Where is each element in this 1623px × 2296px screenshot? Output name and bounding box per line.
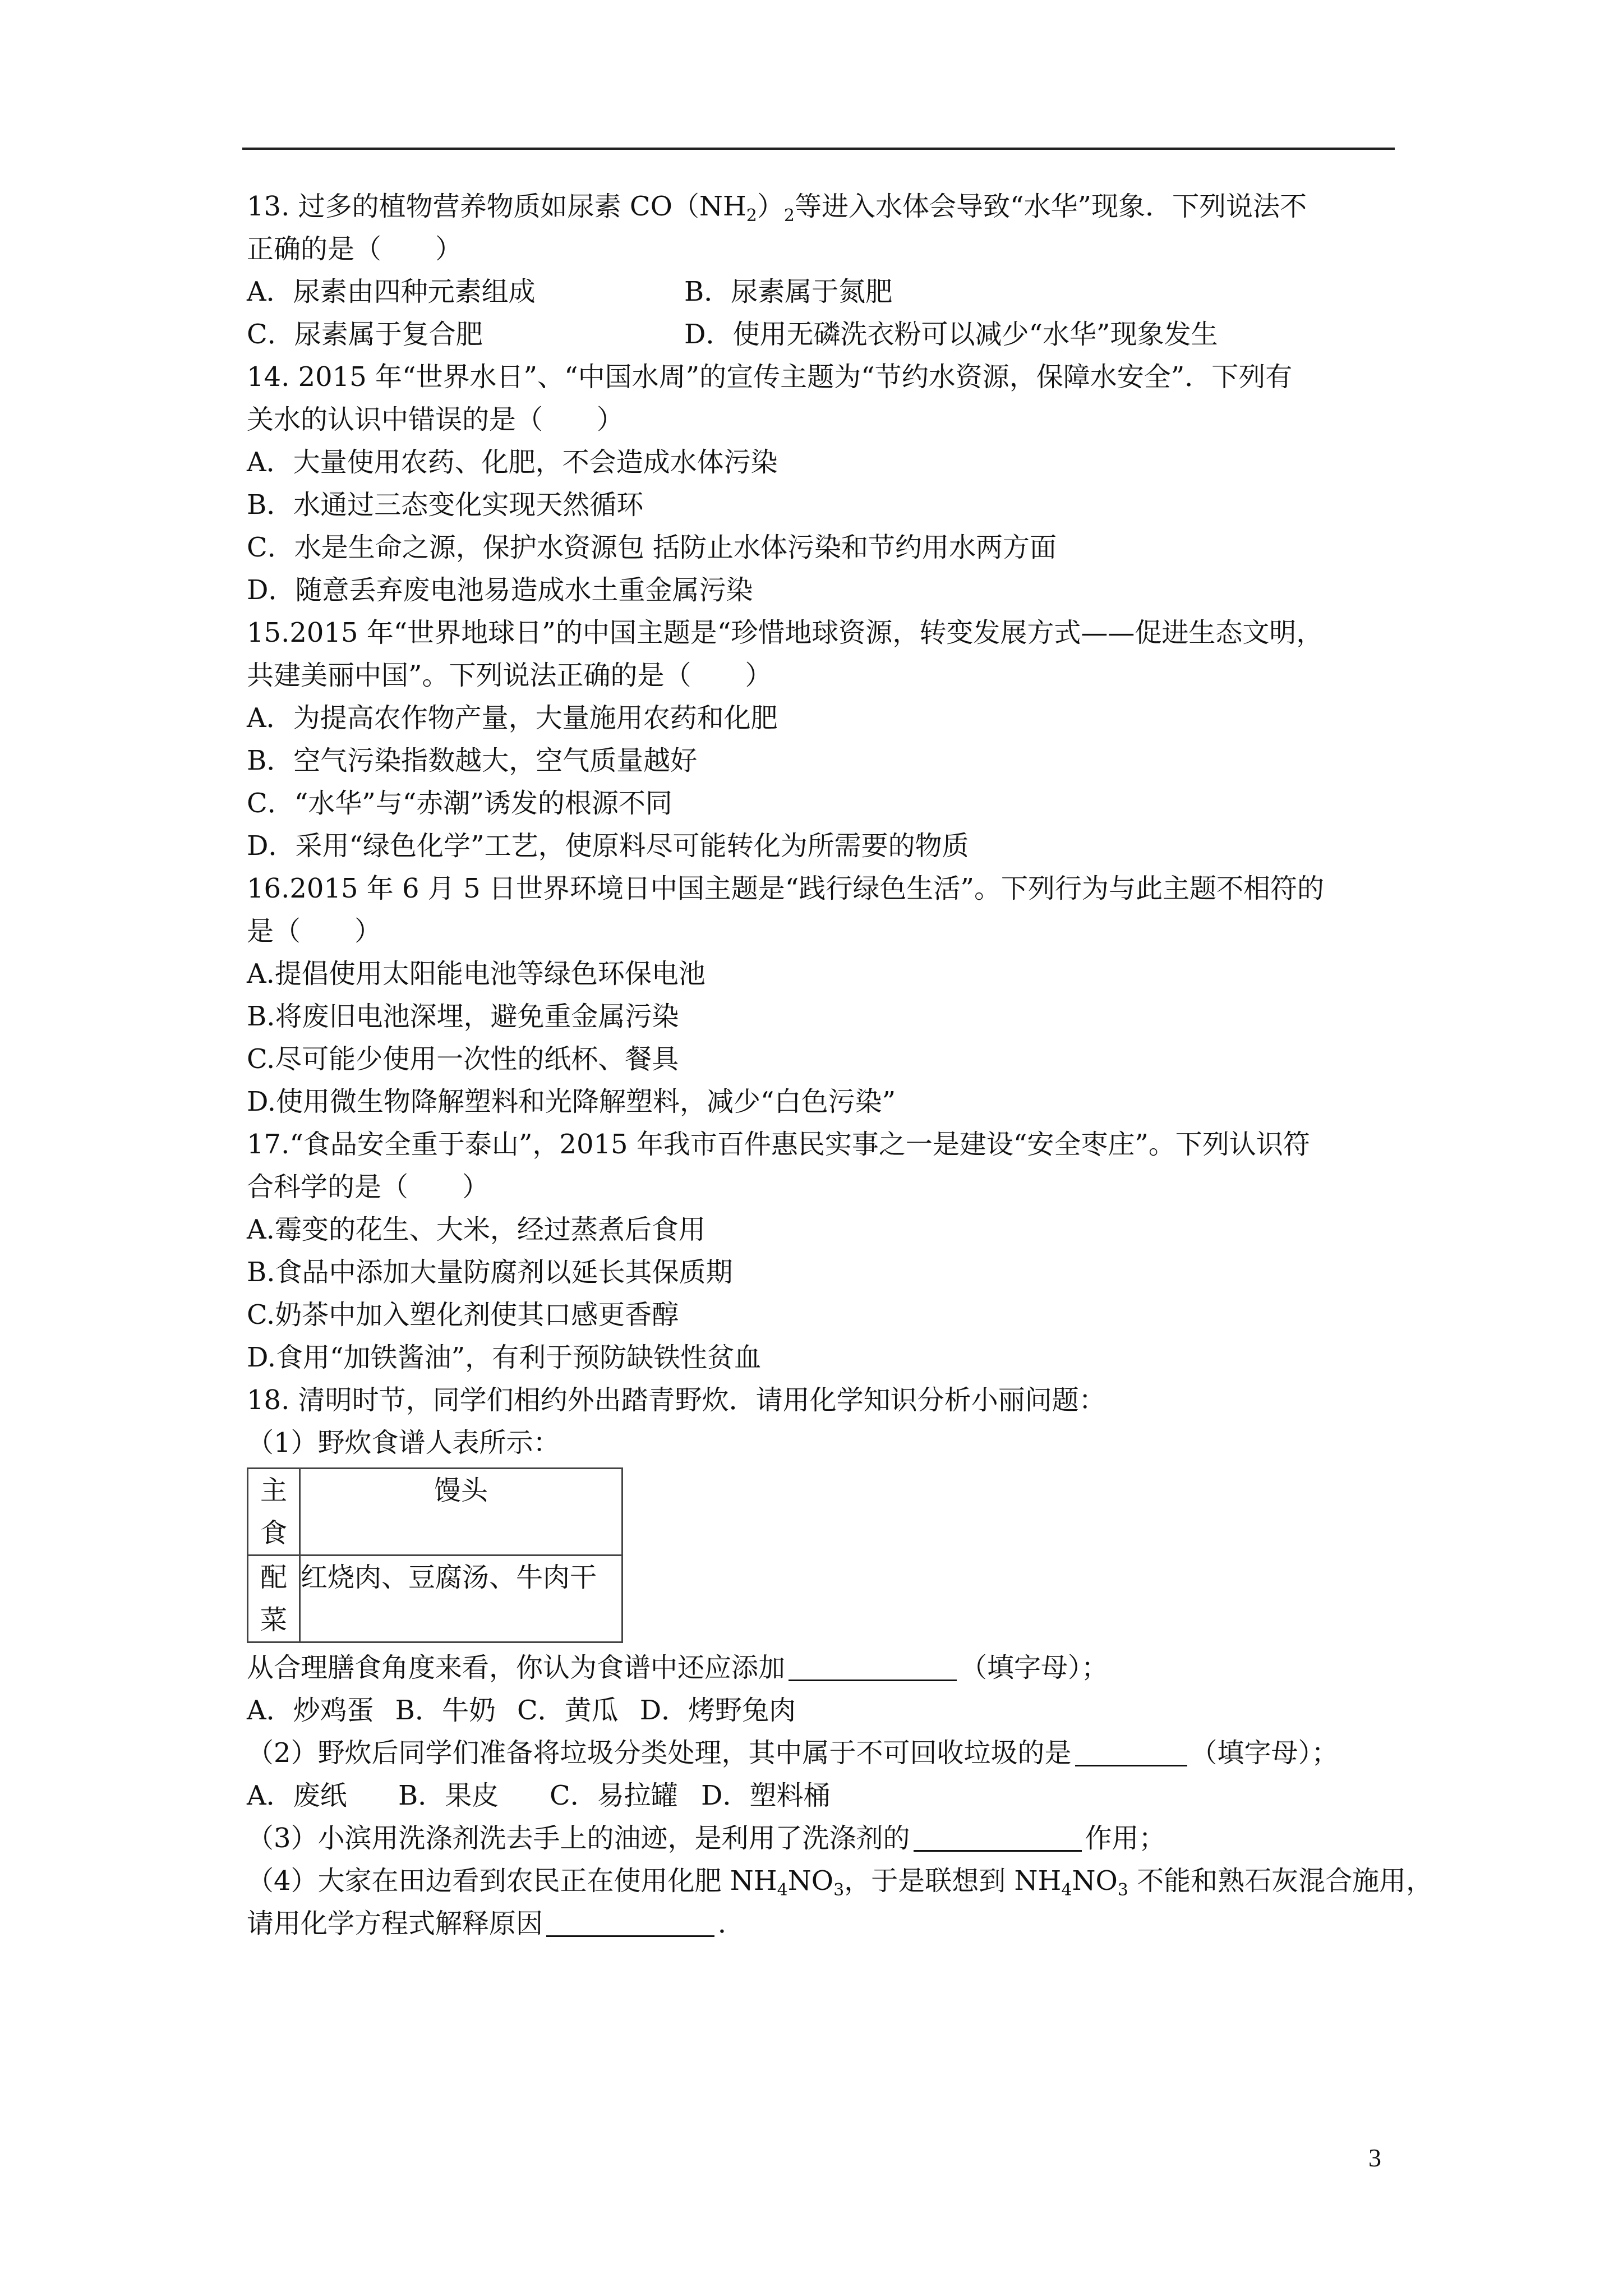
menu-label-main: 主 食 — [248, 1469, 300, 1556]
option-b: B．空气污染指数越大，空气质量越好 — [247, 745, 698, 776]
option-a: A．为提高农作物产量，大量施用农药和化肥 — [247, 702, 778, 734]
question-14-stem-cont: 关水的认识中错误的是（ ） — [247, 404, 624, 435]
header-rule — [242, 148, 1395, 150]
option-c: C．尿素属于复合肥 — [247, 319, 483, 350]
answer-blank-1[interactable] — [789, 1650, 957, 1681]
option-a: A．废纸 — [247, 1780, 347, 1811]
option-d: D．随意丢弃废电池易造成水土重金属污染 — [247, 574, 753, 606]
option-d: D．烤野兔肉 — [639, 1695, 796, 1726]
option-d: D.使用微生物降解塑料和光降解塑料，减少“白色污染” — [247, 1086, 896, 1117]
option-b: B．牛奶 — [395, 1695, 496, 1726]
option-c: C．易拉罐 — [550, 1780, 678, 1811]
question-18-part2-options — [247, 1774, 1399, 1817]
question-17 — [247, 1123, 1399, 1379]
question-13-stem-cont: 正确的是（ ） — [247, 233, 463, 265]
question-15 — [247, 611, 1399, 867]
option-b: B．果皮 — [398, 1780, 499, 1811]
option-c: C．水是生命之源，保护水资源包 括防止水体污染和节约用水两方面 — [247, 532, 1057, 563]
question-17-stem-cont: 合科学的是（ ） — [247, 1171, 490, 1203]
option-c: C．黄瓜 — [517, 1695, 619, 1726]
menu-label-side: 配 菜 — [248, 1556, 300, 1642]
question-18-part1-prompt: 从合理膳食角度来看，你认为食谱中还应添加 （填字母）； — [247, 1646, 1399, 1689]
question-18-part1: （1）野炊食谱人表所示： — [247, 1427, 560, 1458]
option-b: B.食品中添加大量防腐剂以延长其保质期 — [247, 1257, 733, 1288]
question-content — [247, 185, 1433, 1945]
option-d: D．使用无磷洗衣粉可以减少“水华”现象发生 — [684, 319, 1218, 350]
option-a: A．炒鸡蛋 — [247, 1695, 374, 1726]
option-a: A.霉变的花生、大米，经过蒸煮后食用 — [247, 1214, 706, 1245]
question-18 — [247, 1379, 1433, 1945]
question-14 — [247, 356, 1399, 611]
option-d: D．采用“绿色化学”工艺，使原料尽可能转化为所需要的物质 — [247, 830, 969, 862]
question-15-stem-cont: 共建美丽中国”。下列说法正确的是（ ） — [247, 660, 772, 691]
option-c: C.尽可能少使用一次性的纸杯、餐具 — [247, 1043, 679, 1075]
option-c: C．“水华”与“赤潮”诱发的根源不同 — [247, 788, 672, 819]
menu-table — [247, 1467, 623, 1643]
question-18-part3-prompt: （3）小滨用洗涤剂洗去手上的油迹，是利用了洗涤剂的 作用； — [247, 1817, 1399, 1860]
option-a: A．大量使用农药、化肥，不会造成水体污染 — [247, 447, 778, 478]
question-13-stem: 13. 过多的植物营养物质如尿素 $CO(NH_2)_2$等进入水体会导致“水华”现象．下列说法不 — [247, 191, 1307, 226]
option-a: A.提倡使用太阳能电池等绿色环保电池 — [247, 958, 706, 990]
option-b: B．水通过三态变化实现天然循环 — [247, 489, 644, 521]
question-16-stem-cont: 是（ ） — [247, 915, 382, 947]
question-13-options-row1 — [247, 270, 1399, 313]
question-15-stem: 15.2015 年“世界地球日”的中国主题是“珍惜地球资源，转变发展方式——促进生态文明， — [247, 617, 1324, 648]
option-a: A．尿素由四种元素组成 — [247, 276, 536, 307]
question-16 — [247, 867, 1399, 1123]
option-c: C.奶茶中加入塑化剂使其口感更香醇 — [247, 1299, 679, 1331]
menu-row-side — [248, 1556, 623, 1642]
option-b: B．尿素属于氮肥 — [684, 276, 893, 307]
menu-value-side: 红烧肉、豆腐汤、牛肉干 — [300, 1556, 623, 1642]
question-16-stem: 16.2015 年 6 月 5 日世界环境日中国主题是“践行绿色生活”。下列行为与此主题不相符的 — [247, 873, 1324, 904]
question-17-stem: 17.“食品安全重于泰山”，2015 年我市百件惠民实事之一是建设“安全枣庄”。下列认识符 — [247, 1129, 1310, 1160]
menu-row-main — [248, 1469, 623, 1556]
menu-value-main: 馒头 — [300, 1469, 623, 1556]
option-d: D.食用“加铁酱油”，有利于预防缺铁性贫血 — [247, 1342, 762, 1373]
question-18-part1-options — [247, 1689, 1399, 1732]
option-b: B.将废旧电池深埋，避免重金属污染 — [247, 1001, 679, 1032]
question-18-part2-prompt: （2）野炊后同学们准备将垃圾分类处理，其中属于不可回收垃圾的是 （填字母）； — [247, 1732, 1399, 1774]
question-18-part4-prompt-cont: 请用化学方程式解释原因 ． — [247, 1902, 1399, 1945]
option-d: D．塑料桶 — [701, 1780, 831, 1811]
answer-blank-3[interactable] — [914, 1821, 1082, 1852]
question-13-options-row2 — [247, 313, 1399, 356]
answer-blank-2[interactable] — [1075, 1736, 1187, 1766]
question-14-stem: 14. 2015 年“世界水日”、“中国水周”的宣传主题为“节约水资源，保障水安全”．下列有 — [247, 361, 1293, 393]
question-13 — [247, 185, 1399, 356]
page-number: 3 — [1368, 2143, 1381, 2172]
question-18-part4-prompt: （4）大家在田边看到农民正在使用化肥 $NH_4NO_3$，于是联想到 $NH_4NO_3$ 不能和熟石灰混合施用， — [247, 1865, 1433, 1900]
answer-blank-4[interactable] — [546, 1906, 714, 1937]
question-18-intro: 18. 清明时节，同学们相约外出踏青野炊．请用化学知识分析小丽问题： — [247, 1384, 1106, 1416]
